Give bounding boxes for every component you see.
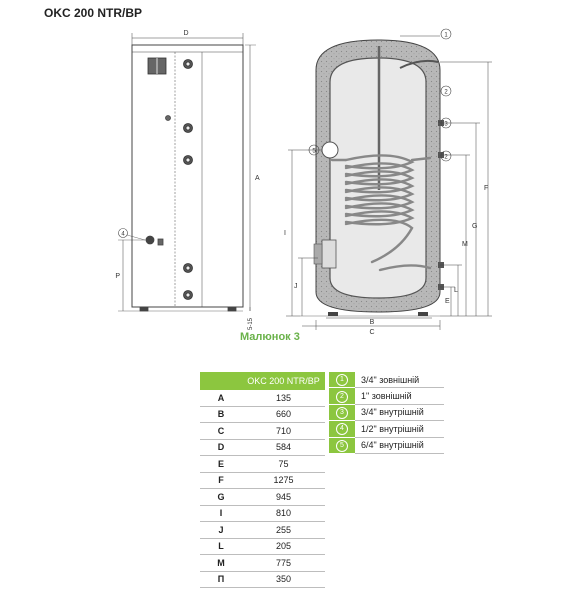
dimension-value: 584	[242, 439, 325, 456]
table-row	[200, 423, 325, 440]
connection-description: 1" зовнішній	[355, 388, 444, 404]
connection-number	[329, 404, 355, 420]
dimension-value: 945	[242, 489, 325, 506]
dimension-value: 710	[242, 423, 325, 440]
section-view	[300, 40, 444, 316]
label-G: G	[472, 223, 478, 230]
dimension-key: A	[200, 390, 242, 406]
table-row	[200, 555, 325, 572]
callout-2: 2	[444, 89, 448, 96]
dimension-key: D	[200, 439, 242, 456]
dimension-key: B	[200, 406, 242, 423]
dimension-key: П	[200, 571, 242, 588]
callout-1: 1	[444, 32, 448, 39]
label-E: E	[445, 298, 450, 305]
dimension-value: 660	[242, 406, 325, 423]
table-row	[200, 456, 325, 473]
callout-2b: 2	[444, 154, 448, 161]
dimension-key: L	[200, 538, 242, 555]
table-row	[200, 489, 325, 506]
label-F: F	[484, 185, 489, 192]
dimensions-table-corner	[200, 372, 242, 390]
dimension-value: 1275	[242, 472, 325, 489]
connection-number	[329, 437, 355, 453]
label-I: I	[284, 230, 286, 237]
table-row	[200, 472, 325, 489]
label-M: M	[462, 241, 468, 248]
table-row	[200, 406, 325, 423]
callout-3: 3	[444, 121, 448, 128]
label-C: C	[369, 329, 375, 336]
figure-caption: Малюнок 3	[240, 331, 300, 343]
dimensions-table	[200, 372, 325, 588]
connection-description: 6/4" внутрішній	[355, 437, 444, 453]
circled-number-icon: 4	[336, 423, 348, 435]
connections-table	[329, 372, 444, 454]
dimension-value: 135	[242, 390, 325, 406]
dimension-value: 350	[242, 571, 325, 588]
dimension-key: J	[200, 522, 242, 539]
dimension-key: M	[200, 555, 242, 572]
dimension-value: 775	[242, 555, 325, 572]
connection-number	[329, 388, 355, 404]
table-row	[200, 390, 325, 406]
connection-description: 3/4" внутрішній	[355, 404, 444, 420]
table-row	[200, 522, 325, 539]
dimensions-table-header: OKC 200 NTR/BP	[242, 372, 325, 390]
table-row	[329, 437, 444, 453]
connections-table-body	[329, 372, 444, 453]
dimension-value: 75	[242, 456, 325, 473]
dimension-value: 255	[242, 522, 325, 539]
dimension-key: I	[200, 505, 242, 522]
table-row	[329, 421, 444, 437]
dimension-key: F	[200, 472, 242, 489]
label-P: P	[115, 273, 120, 280]
table-row	[200, 571, 325, 588]
table-row	[329, 404, 444, 420]
callout-4: 4	[121, 231, 125, 238]
label-L: L	[454, 287, 458, 294]
front-view	[118, 33, 256, 311]
dimension-value: 205	[242, 538, 325, 555]
callout-5: 5	[312, 148, 316, 155]
dimensions-table-body	[200, 390, 325, 588]
label-D: D	[183, 30, 189, 37]
table-row	[200, 439, 325, 456]
table-row	[200, 538, 325, 555]
dimension-value: 810	[242, 505, 325, 522]
table-row	[329, 372, 444, 388]
circled-number-icon: 3	[336, 407, 348, 419]
connection-description: 3/4" зовнішній	[355, 372, 444, 388]
connection-description: 1/2" внутрішній	[355, 421, 444, 437]
label-offset: 5-15	[248, 317, 254, 330]
label-B: B	[369, 319, 375, 326]
connection-number	[329, 372, 355, 388]
circled-number-icon: 5	[336, 440, 348, 452]
dimension-key: C	[200, 423, 242, 440]
dimension-key: G	[200, 489, 242, 506]
label-A: A	[255, 175, 260, 182]
connection-number	[329, 421, 355, 437]
page-title: OKC 200 NTR/BP	[44, 6, 143, 20]
circled-number-icon: 1	[336, 374, 348, 386]
circled-number-icon: 2	[336, 391, 348, 403]
label-J: J	[294, 283, 298, 290]
dimension-key: E	[200, 456, 242, 473]
table-row	[200, 505, 325, 522]
table-row	[329, 388, 444, 404]
